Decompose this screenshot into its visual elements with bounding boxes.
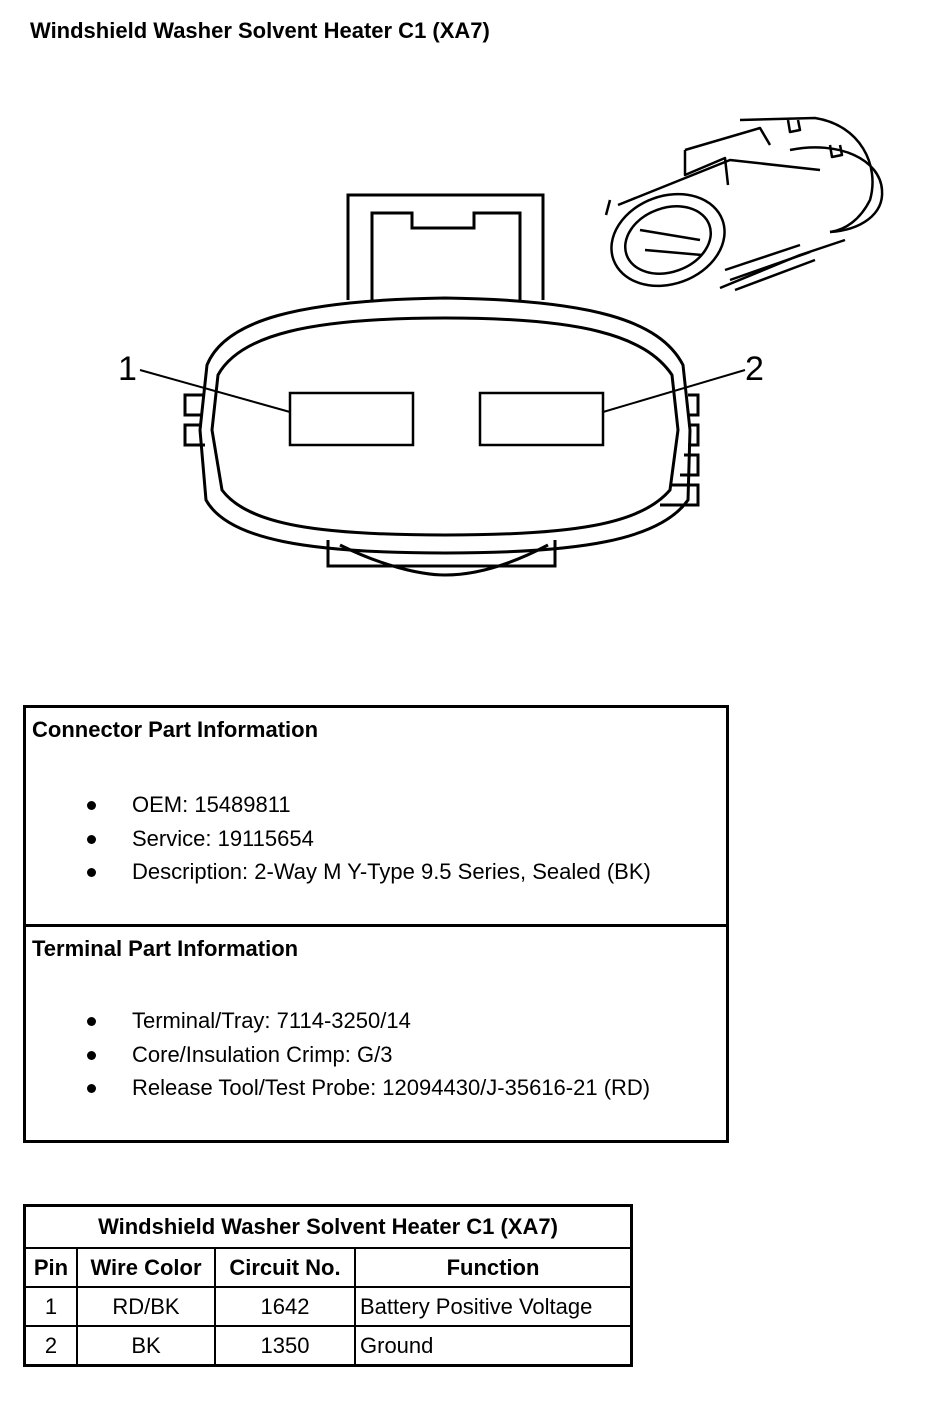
table-cell: BK (77, 1326, 215, 1366)
pin-table-title: Windshield Washer Solvent Heater C1 (XA7) (25, 1206, 632, 1249)
terminal-part-info-heading: Terminal Part Information (32, 936, 299, 961)
connector-part-info-list (82, 788, 651, 889)
table-row (25, 1326, 632, 1366)
connector-part-info-section (26, 708, 726, 927)
list-item: Terminal/Tray: 7114-3250/14 (82, 1004, 650, 1038)
connector-face-diagram (0, 0, 928, 700)
table-cell: Battery Positive Voltage (355, 1287, 632, 1326)
column-header-circuit-no: Circuit No. (215, 1248, 355, 1287)
connector-part-info-heading: Connector Part Information (32, 717, 319, 742)
table-cell: 1350 (215, 1326, 355, 1366)
list-item: Description: 2-Way M Y-Type 9.5 Series, Sealed (BK) (82, 855, 651, 889)
part-information-box (23, 705, 729, 1143)
connector-3d-illustration (598, 118, 882, 301)
table-cell: 2 (25, 1326, 78, 1366)
pin-1-label: 1 (118, 350, 137, 388)
terminal-part-info-list (82, 1004, 650, 1105)
pin-function-table (23, 1204, 633, 1367)
list-item: OEM: 15489811 (82, 788, 651, 822)
terminal-cavity-1 (290, 393, 413, 445)
list-item: Service: 19115654 (82, 822, 651, 856)
column-header-wire-color: Wire Color (77, 1248, 215, 1287)
table-cell: RD/BK (77, 1287, 215, 1326)
list-item: Release Tool/Test Probe: 12094430/J-35616-21 (RD) (82, 1071, 650, 1105)
table-row (25, 1287, 632, 1326)
column-header-function: Function (355, 1248, 632, 1287)
list-item: Core/Insulation Crimp: G/3 (82, 1038, 650, 1072)
page-title: Windshield Washer Solvent Heater C1 (XA7) (30, 18, 490, 43)
table-cell: 1 (25, 1287, 78, 1326)
table-cell: 1642 (215, 1287, 355, 1326)
table-header-row (25, 1248, 632, 1287)
pin-2-label: 2 (745, 350, 764, 388)
table-cell: Ground (355, 1326, 632, 1366)
terminal-cavity-2 (480, 393, 603, 445)
terminal-part-info-section (26, 927, 726, 1140)
column-header-pin: Pin (25, 1248, 78, 1287)
